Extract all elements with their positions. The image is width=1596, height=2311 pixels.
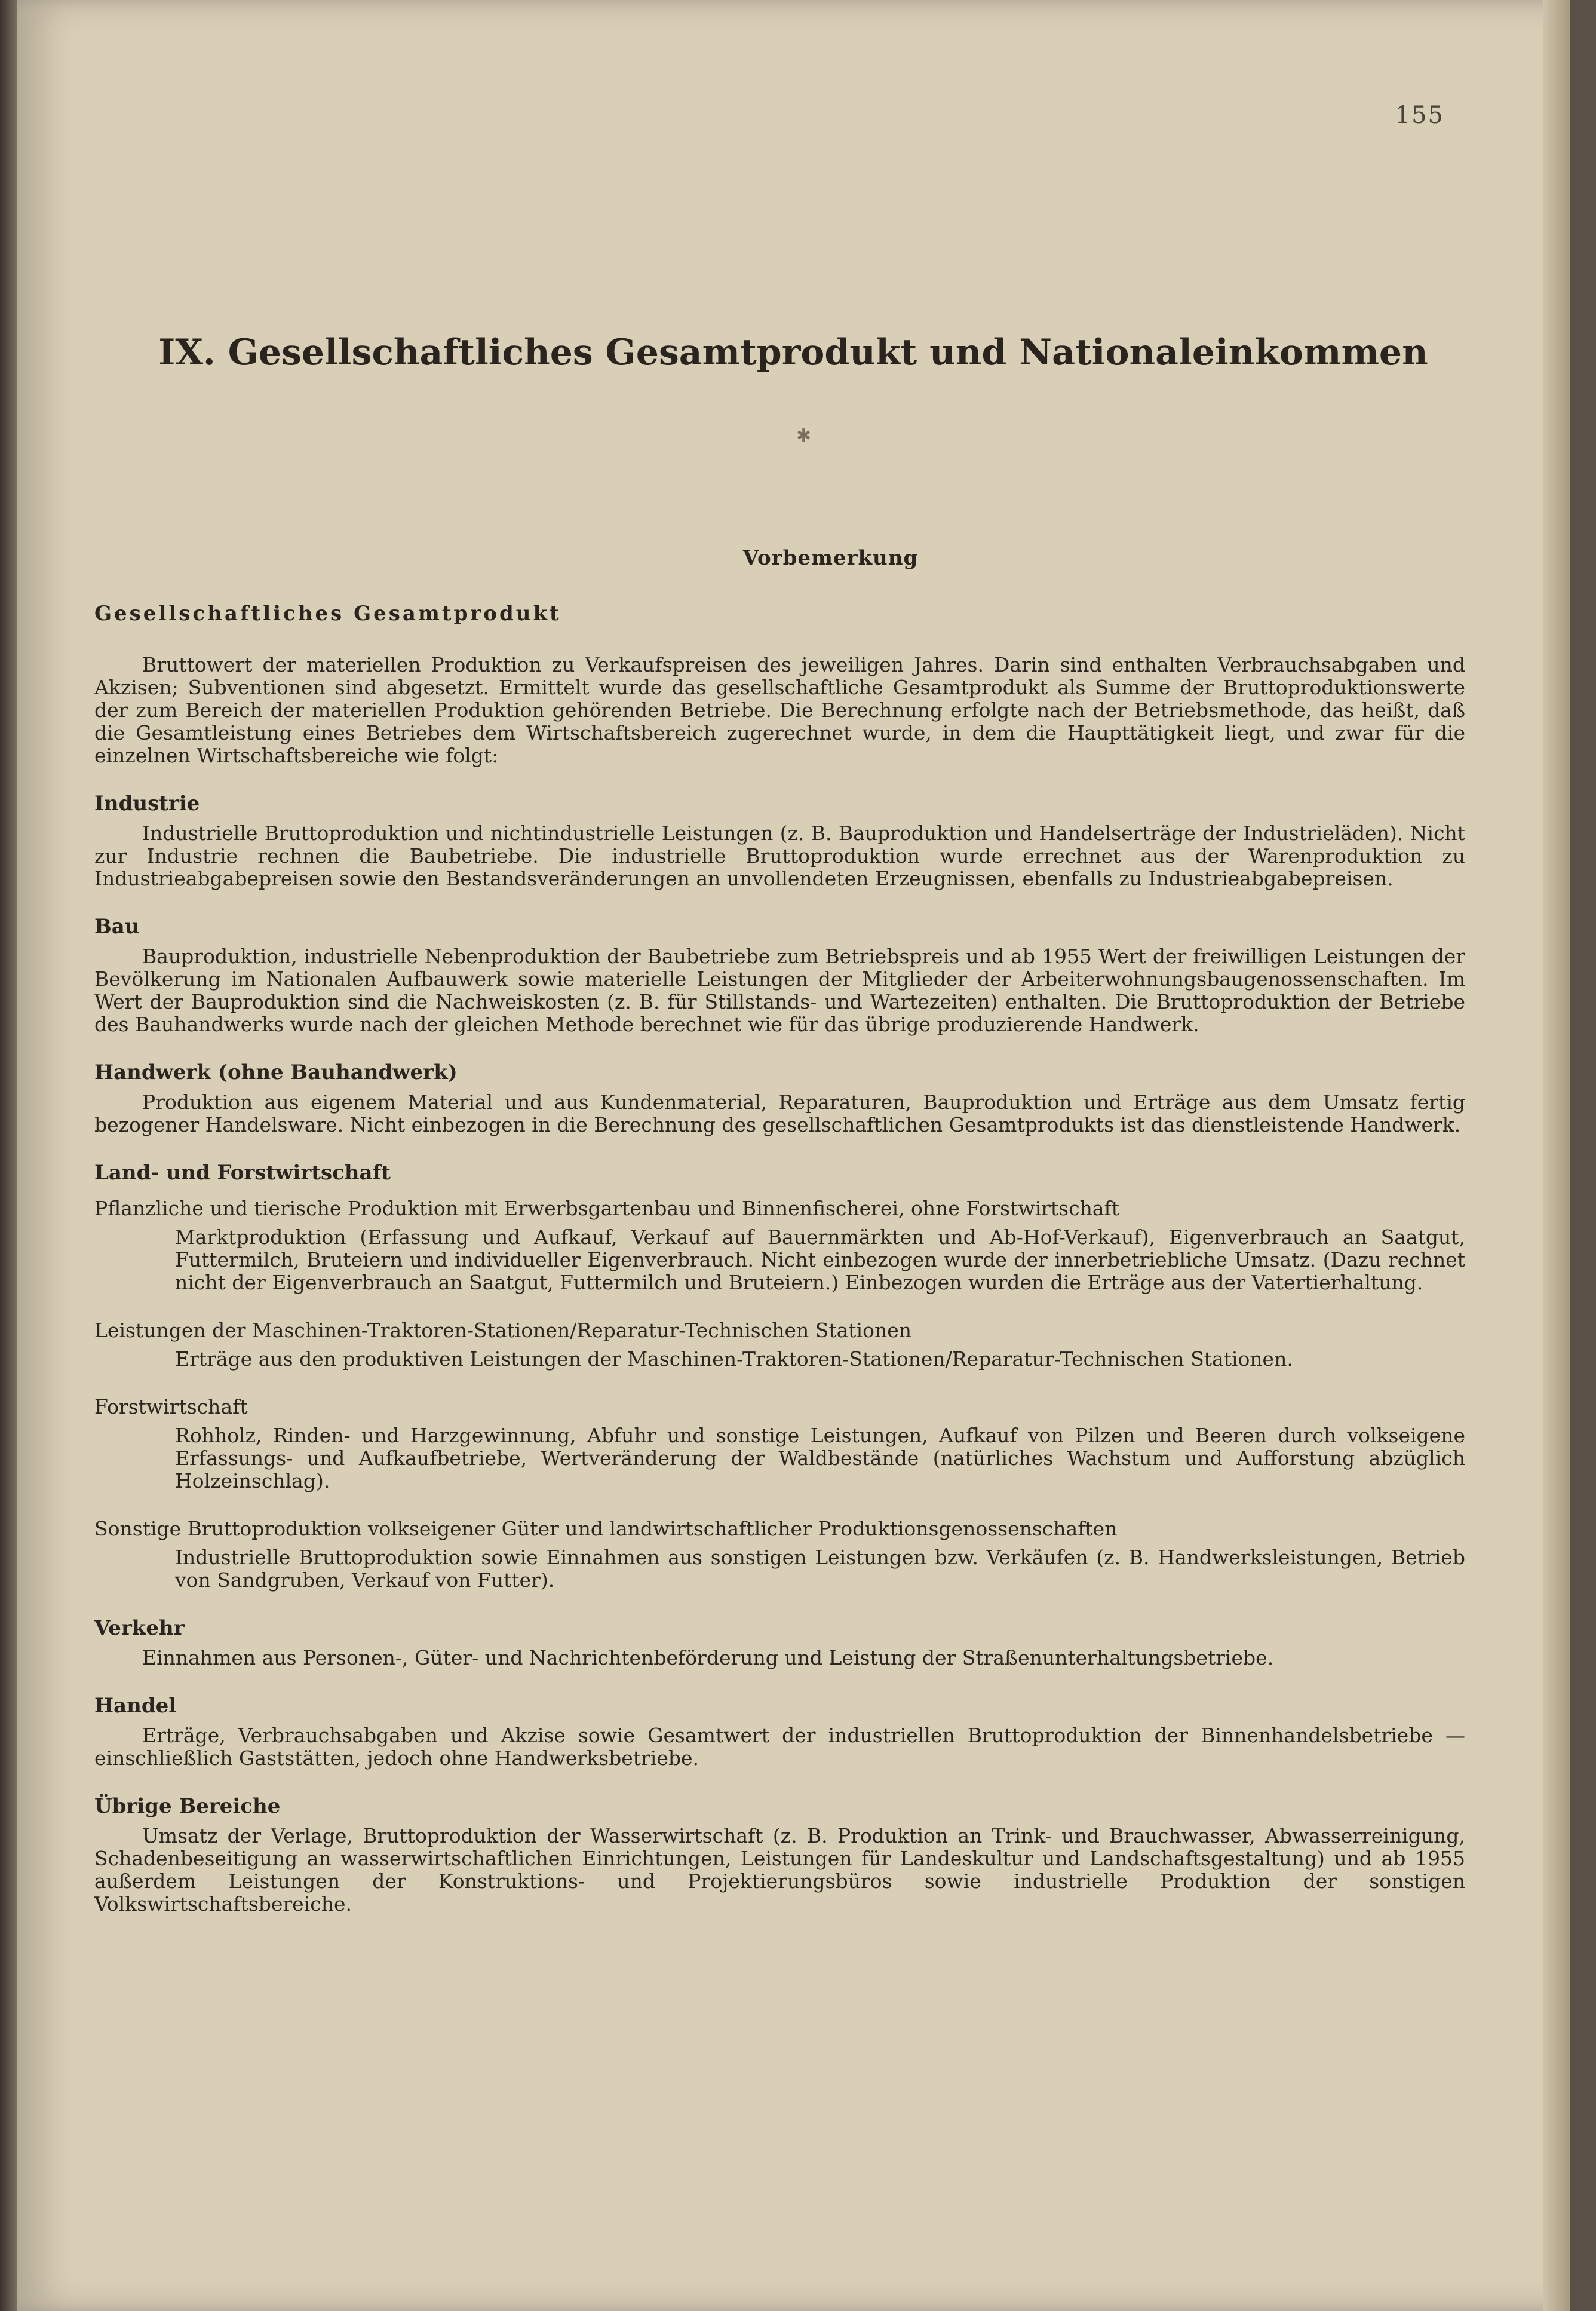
paragraph-forst: Rohholz, Rinden- und Harzgewinnung, Abfuhr und sonstige Leistungen, Aufkauf von Pilzen und Beeren durch volkseigene Erfassungs- und Aufkaufbetriebe, Wertveränderung der Waldbestände (natürliches Wachstum und Aufforstung abzüglich Holzeinschlag). bbox=[175, 1424, 1465, 1492]
document-body bbox=[94, 547, 1465, 1915]
preface-heading: Vorbemerkung bbox=[742, 546, 919, 570]
paragraph-mts: Erträge aus den produktiven Leistungen der Maschinen-Traktoren-Stationen/Reparatur-Technischen Stationen. bbox=[175, 1347, 1293, 1371]
subheading-pflanzliche: Pflanzliche und tierische Produktion mit Erwerbsgartenbau und Binnenfischerei, ohne Forstwirtschaft bbox=[94, 1197, 1119, 1220]
ornament-icon: ✱ bbox=[796, 425, 812, 446]
paragraph-pflanzliche: Marktproduktion (Erfassung und Aufkauf, Verkauf auf Bauernmärkten und Ab-Hof-Verkauf), Eigenverbrauch an Saatgut, Futtermilch, Bruteiern und individueller Eigenverbrauch. Nicht einbezogen wurde der innerbetriebliche Umsatz. (Dazu rechnet nicht der Eigenverbrauch an Saatgut, Futtermilch und Bruteiern.) Einbezogen wurden die Erträge aus der Vatertierhaltung. bbox=[175, 1225, 1465, 1294]
heading-industrie: Industrie bbox=[94, 792, 200, 816]
heading-bau: Bau bbox=[94, 915, 140, 939]
page-number: 155 bbox=[1395, 102, 1444, 129]
paragraph-handwerk: Produktion aus eigenem Material und aus Kundenmaterial, Reparaturen, Bauproduktion und Erträge aus dem Umsatz fertig bezogener Handelsware. Nicht einbezogen in die Berechnung des gesellschaftlichen Gesamtprodukts ist das dienstleistende Handwerk. bbox=[94, 1090, 1465, 1136]
heading-uebrige: Übrige Bereiche bbox=[94, 1794, 281, 1818]
heading-handel: Handel bbox=[94, 1694, 177, 1718]
subheading-mts: Leistungen der Maschinen-Traktoren-Stationen/Reparatur-Technischen Stationen bbox=[94, 1319, 912, 1342]
paragraph-verkehr: Einnahmen aus Personen-, Güter- und Nachrichtenbeförderung und Leistung der Straßenunterhaltungsbetriebe. bbox=[142, 1646, 1274, 1669]
subheading-forst: Forstwirtschaft bbox=[94, 1395, 248, 1418]
paragraph-handel: Erträge, Verbrauchsabgaben und Akzise sowie Gesamtwert der industriellen Bruttoproduktion der Binnenhandelsbetriebe — einschließlich Gaststätten, jedoch ohne Handwerksbetriebe. bbox=[94, 1724, 1465, 1770]
subheading-sonstige: Sonstige Bruttoproduktion volkseigener Güter und landwirtschaftlicher Produktionsgenossenschaften bbox=[94, 1517, 1118, 1540]
paragraph-bau: Bauproduktion, industrielle Nebenproduktion der Baubetriebe zum Betriebspreis und ab 1955 Wert der freiwilligen Leistungen der Bevölkerung im Nationalen Aufbauwerk sowie materielle Leistungen der Mitglieder der Arbeiterwohnungsbaugenossenschaften. Im Wert der Bauproduktion sind die Nachweiskosten (z. B. für Stillstands- und Wartezeiten) enthalten. Die Bruttoproduktion der Betriebe des Bauhandwerks wurde nach der gleichen Methode berechnet wie für das übrige produzierende Handwerk. bbox=[94, 945, 1465, 1036]
intro-paragraph: Bruttowert der materiellen Produktion zu Verkaufspreisen des jeweiligen Jahres. Darin sind enthalten Verbrauchsabgaben und Akzisen; Subventionen sind abgesetzt. Ermittelt wurde das gesellschaftliche Gesamtprodukt als Summe der Bruttoproduktionswerte der zum Bereich der materiellen Produktion gehörenden Betriebe. Die Berechnung erfolgte nach der Betriebsmethode, das heißt, daß die Gesamtleistung eines Betriebes dem Wirtschaftsbereich zugerechnet wurde, in dem die Haupttätigkeit liegt, und zwar für die einzelnen Wirtschaftsbereiche wie folgt: bbox=[94, 653, 1465, 767]
heading-land-forst: Land- und Forstwirtschaft bbox=[94, 1161, 391, 1185]
paragraph-sonstige: Industrielle Bruttoproduktion sowie Einnahmen aus sonstigen Leistungen bzw. Verkäufen (z. B. Handwerksleistungen, Betrieb von Sandgruben, Verkauf von Futter). bbox=[175, 1546, 1465, 1592]
heading-handwerk: Handwerk (ohne Bauhandwerk) bbox=[94, 1061, 458, 1084]
paragraph-industrie: Industrielle Bruttoproduktion und nichtindustrielle Leistungen (z. B. Bauproduktion und Handelserträge der Industrieläden). Nicht zur Industrie rechnen die Baubetriebe. Die industrielle Bruttoproduktion wurde errechnet aus der Warenproduktion zu Industrieabgabepreisen sowie den Bestandsveränderungen an unvollendeten Erzeugnissen, ebenfalls zu Industrieabgabepreisen. bbox=[94, 822, 1465, 890]
chapter-title: IX. Gesellschaftliches Gesamtprodukt und Nationaleinkommen bbox=[158, 332, 1428, 373]
section-title: Gesellschaftliches Gesamtprodukt bbox=[94, 602, 561, 626]
heading-verkehr: Verkehr bbox=[94, 1616, 185, 1640]
book-binding bbox=[0, 0, 17, 2311]
paragraph-uebrige: Umsatz der Verlage, Bruttoproduktion der Wasserwirtschaft (z. B. Produktion an Trink- und Brauchwasser, Abwasserreinigung, Schadenbeseitigung an wasserwirtschaftlichen Einrichtungen, Leistungen für Landeskultur und Landschaftsgestaltung) und ab 1955 außerdem Leistungen der Konstruktions- und Projektierungsbüros sowie industrielle Produktion der sonstigen Volkswirtschaftsbereiche. bbox=[94, 1824, 1465, 1915]
document-page bbox=[17, 0, 1570, 2311]
